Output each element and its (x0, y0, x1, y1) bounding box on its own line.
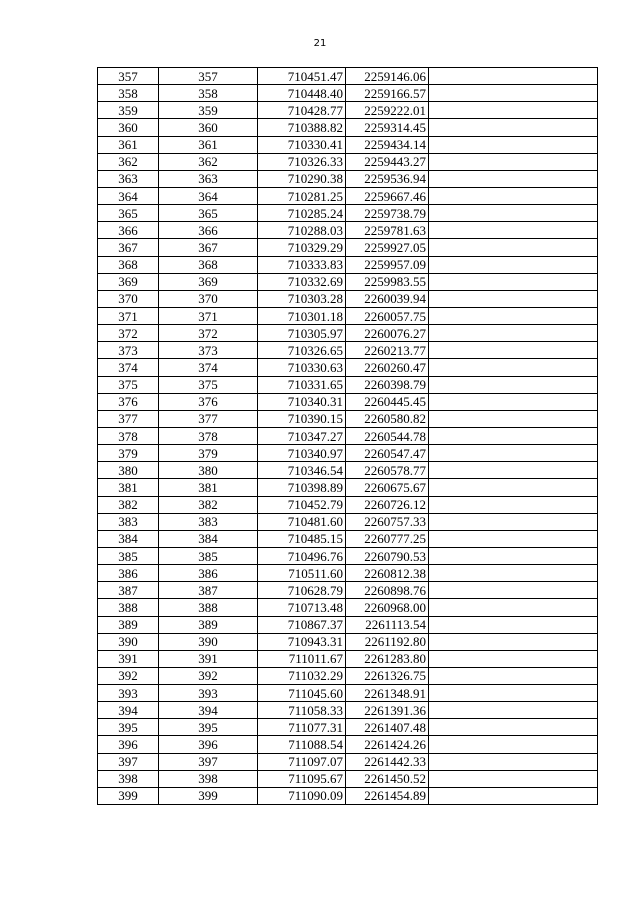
point-index-cell: 376 (98, 393, 159, 410)
point-id-cell: 379 (159, 445, 258, 462)
table-row (98, 273, 598, 290)
point-id-cell: 378 (159, 427, 258, 444)
table-row (98, 496, 598, 513)
table-row (98, 565, 598, 582)
table-row (98, 153, 598, 170)
table-row (98, 187, 598, 204)
note-cell (429, 222, 598, 239)
point-id-cell: 369 (159, 273, 258, 290)
table-row (98, 736, 598, 753)
point-index-cell: 377 (98, 410, 159, 427)
note-cell (429, 445, 598, 462)
point-index-cell: 384 (98, 530, 159, 547)
table-row (98, 770, 598, 787)
note-cell (429, 256, 598, 273)
y-coordinate-cell: 2260547.47 (346, 445, 429, 462)
table-row (98, 290, 598, 307)
point-id-cell: 364 (159, 187, 258, 204)
point-id-cell: 358 (159, 85, 258, 102)
table-row (98, 702, 598, 719)
x-coordinate-cell: 710326.33 (258, 153, 346, 170)
point-index-cell: 369 (98, 273, 159, 290)
point-id-cell: 377 (159, 410, 258, 427)
y-coordinate-cell: 2260675.67 (346, 479, 429, 496)
point-id-cell: 396 (159, 736, 258, 753)
point-id-cell: 376 (159, 393, 258, 410)
table-row (98, 68, 598, 85)
point-index-cell: 392 (98, 667, 159, 684)
table-row (98, 256, 598, 273)
x-coordinate-cell: 710330.63 (258, 359, 346, 376)
point-index-cell: 382 (98, 496, 159, 513)
x-coordinate-cell: 710347.27 (258, 427, 346, 444)
note-cell (429, 530, 598, 547)
point-id-cell: 393 (159, 685, 258, 702)
point-index-cell: 358 (98, 85, 159, 102)
x-coordinate-cell: 711045.60 (258, 685, 346, 702)
note-cell (429, 787, 598, 804)
note-cell (429, 685, 598, 702)
point-index-cell: 371 (98, 307, 159, 324)
table-row (98, 136, 598, 153)
x-coordinate-cell: 710288.03 (258, 222, 346, 239)
y-coordinate-cell: 2261192.80 (346, 633, 429, 650)
point-id-cell: 371 (159, 307, 258, 324)
note-cell (429, 616, 598, 633)
point-id-cell: 392 (159, 667, 258, 684)
x-coordinate-cell: 710346.54 (258, 462, 346, 479)
point-index-cell: 363 (98, 170, 159, 187)
point-index-cell: 364 (98, 187, 159, 204)
note-cell (429, 736, 598, 753)
note-cell (429, 410, 598, 427)
x-coordinate-cell: 711032.29 (258, 667, 346, 684)
x-coordinate-cell: 710398.89 (258, 479, 346, 496)
y-coordinate-cell: 2260812.38 (346, 565, 429, 582)
x-coordinate-cell: 710388.82 (258, 119, 346, 136)
page-number: 21 (313, 38, 327, 49)
note-cell (429, 427, 598, 444)
table-row (98, 547, 598, 564)
point-id-cell: 382 (159, 496, 258, 513)
y-coordinate-cell: 2260898.76 (346, 582, 429, 599)
y-coordinate-cell: 2260039.94 (346, 290, 429, 307)
x-coordinate-cell: 711095.67 (258, 770, 346, 787)
note-cell (429, 325, 598, 342)
point-id-cell: 386 (159, 565, 258, 582)
x-coordinate-cell: 710496.76 (258, 547, 346, 564)
x-coordinate-cell: 710485.15 (258, 530, 346, 547)
point-id-cell: 383 (159, 513, 258, 530)
table-row (98, 393, 598, 410)
point-index-cell: 357 (98, 68, 159, 85)
table-row (98, 119, 598, 136)
x-coordinate-cell: 710511.60 (258, 565, 346, 582)
y-coordinate-cell: 2261407.48 (346, 719, 429, 736)
note-cell (429, 770, 598, 787)
point-index-cell: 383 (98, 513, 159, 530)
note-cell (429, 342, 598, 359)
point-id-cell: 397 (159, 753, 258, 770)
x-coordinate-cell: 710331.65 (258, 376, 346, 393)
y-coordinate-cell: 2260057.75 (346, 307, 429, 324)
table-row (98, 102, 598, 119)
table-row (98, 307, 598, 324)
point-index-cell: 372 (98, 325, 159, 342)
x-coordinate-cell: 710713.48 (258, 599, 346, 616)
point-id-cell: 372 (159, 325, 258, 342)
table-row (98, 85, 598, 102)
y-coordinate-cell: 2260580.82 (346, 410, 429, 427)
x-coordinate-cell: 710285.24 (258, 205, 346, 222)
x-coordinate-cell: 710303.28 (258, 290, 346, 307)
point-id-cell: 391 (159, 650, 258, 667)
y-coordinate-cell: 2259536.94 (346, 170, 429, 187)
x-coordinate-cell: 710390.15 (258, 410, 346, 427)
y-coordinate-cell: 2261283.80 (346, 650, 429, 667)
point-index-cell: 397 (98, 753, 159, 770)
y-coordinate-cell: 2261450.52 (346, 770, 429, 787)
point-id-cell: 368 (159, 256, 258, 273)
y-coordinate-cell: 2260757.33 (346, 513, 429, 530)
table-row (98, 753, 598, 770)
note-cell (429, 102, 598, 119)
table-row (98, 633, 598, 650)
table-row (98, 685, 598, 702)
point-id-cell: 390 (159, 633, 258, 650)
table-row (98, 410, 598, 427)
x-coordinate-cell: 710281.25 (258, 187, 346, 204)
x-coordinate-cell: 710290.38 (258, 170, 346, 187)
x-coordinate-cell: 710305.97 (258, 325, 346, 342)
point-index-cell: 395 (98, 719, 159, 736)
point-id-cell: 389 (159, 616, 258, 633)
point-index-cell: 381 (98, 479, 159, 496)
point-id-cell: 398 (159, 770, 258, 787)
y-coordinate-cell: 2259166.57 (346, 85, 429, 102)
table-row (98, 359, 598, 376)
note-cell (429, 119, 598, 136)
table-row (98, 650, 598, 667)
point-index-cell: 359 (98, 102, 159, 119)
table-row (98, 462, 598, 479)
point-index-cell: 398 (98, 770, 159, 787)
note-cell (429, 273, 598, 290)
y-coordinate-cell: 2259667.46 (346, 187, 429, 204)
point-id-cell: 381 (159, 479, 258, 496)
point-index-cell: 366 (98, 222, 159, 239)
y-coordinate-cell: 2260398.79 (346, 376, 429, 393)
note-cell (429, 496, 598, 513)
point-index-cell: 378 (98, 427, 159, 444)
y-coordinate-cell: 2259443.27 (346, 153, 429, 170)
point-id-cell: 380 (159, 462, 258, 479)
x-coordinate-cell: 711077.31 (258, 719, 346, 736)
x-coordinate-cell: 711088.54 (258, 736, 346, 753)
x-coordinate-cell: 710448.40 (258, 85, 346, 102)
y-coordinate-cell: 2260968.00 (346, 599, 429, 616)
note-cell (429, 307, 598, 324)
note-cell (429, 393, 598, 410)
x-coordinate-cell: 710628.79 (258, 582, 346, 599)
point-id-cell: 363 (159, 170, 258, 187)
point-index-cell: 361 (98, 136, 159, 153)
point-index-cell: 380 (98, 462, 159, 479)
y-coordinate-cell: 2261442.33 (346, 753, 429, 770)
table-row (98, 530, 598, 547)
y-coordinate-cell: 2260777.25 (346, 530, 429, 547)
y-coordinate-cell: 2260790.53 (346, 547, 429, 564)
point-index-cell: 360 (98, 119, 159, 136)
x-coordinate-cell: 710329.29 (258, 239, 346, 256)
x-coordinate-cell: 710330.41 (258, 136, 346, 153)
x-coordinate-cell: 711058.33 (258, 702, 346, 719)
note-cell (429, 599, 598, 616)
point-index-cell: 370 (98, 290, 159, 307)
table-row (98, 427, 598, 444)
point-index-cell: 394 (98, 702, 159, 719)
coordinates-table (97, 67, 598, 805)
x-coordinate-cell: 710301.18 (258, 307, 346, 324)
table-row (98, 599, 598, 616)
note-cell (429, 290, 598, 307)
point-id-cell: 361 (159, 136, 258, 153)
point-id-cell: 359 (159, 102, 258, 119)
point-index-cell: 362 (98, 153, 159, 170)
point-id-cell: 370 (159, 290, 258, 307)
table-row (98, 222, 598, 239)
point-id-cell: 394 (159, 702, 258, 719)
point-id-cell: 374 (159, 359, 258, 376)
point-index-cell: 388 (98, 599, 159, 616)
point-index-cell: 389 (98, 616, 159, 633)
note-cell (429, 239, 598, 256)
table-row (98, 582, 598, 599)
point-index-cell: 367 (98, 239, 159, 256)
y-coordinate-cell: 2260445.45 (346, 393, 429, 410)
y-coordinate-cell: 2259434.14 (346, 136, 429, 153)
y-coordinate-cell: 2260726.12 (346, 496, 429, 513)
note-cell (429, 170, 598, 187)
x-coordinate-cell: 710867.37 (258, 616, 346, 633)
note-cell (429, 153, 598, 170)
x-coordinate-cell: 710943.31 (258, 633, 346, 650)
y-coordinate-cell: 2261348.91 (346, 685, 429, 702)
point-id-cell: 367 (159, 239, 258, 256)
point-id-cell: 357 (159, 68, 258, 85)
note-cell (429, 359, 598, 376)
note-cell (429, 462, 598, 479)
y-coordinate-cell: 2261391.36 (346, 702, 429, 719)
table-row (98, 479, 598, 496)
note-cell (429, 565, 598, 582)
x-coordinate-cell: 711097.07 (258, 753, 346, 770)
point-id-cell: 362 (159, 153, 258, 170)
table-row (98, 616, 598, 633)
x-coordinate-cell: 711090.09 (258, 787, 346, 804)
point-index-cell: 386 (98, 565, 159, 582)
note-cell (429, 667, 598, 684)
note-cell (429, 702, 598, 719)
y-coordinate-cell: 2259314.45 (346, 119, 429, 136)
y-coordinate-cell: 2260076.27 (346, 325, 429, 342)
x-coordinate-cell: 710428.77 (258, 102, 346, 119)
x-coordinate-cell: 711011.67 (258, 650, 346, 667)
y-coordinate-cell: 2259983.55 (346, 273, 429, 290)
note-cell (429, 513, 598, 530)
note-cell (429, 136, 598, 153)
y-coordinate-cell: 2259222.01 (346, 102, 429, 119)
x-coordinate-cell: 710326.65 (258, 342, 346, 359)
point-index-cell: 396 (98, 736, 159, 753)
note-cell (429, 650, 598, 667)
point-index-cell: 375 (98, 376, 159, 393)
x-coordinate-cell: 710333.83 (258, 256, 346, 273)
point-id-cell: 365 (159, 205, 258, 222)
point-id-cell: 395 (159, 719, 258, 736)
note-cell (429, 187, 598, 204)
note-cell (429, 547, 598, 564)
note-cell (429, 68, 598, 85)
y-coordinate-cell: 2261424.26 (346, 736, 429, 753)
point-id-cell: 399 (159, 787, 258, 804)
note-cell (429, 85, 598, 102)
y-coordinate-cell: 2261326.75 (346, 667, 429, 684)
table-row (98, 445, 598, 462)
x-coordinate-cell: 710451.47 (258, 68, 346, 85)
table-row (98, 239, 598, 256)
point-id-cell: 388 (159, 599, 258, 616)
table-row (98, 787, 598, 804)
point-index-cell: 373 (98, 342, 159, 359)
y-coordinate-cell: 2261113.54 (346, 616, 429, 633)
y-coordinate-cell: 2259927.05 (346, 239, 429, 256)
point-index-cell: 387 (98, 582, 159, 599)
point-id-cell: 384 (159, 530, 258, 547)
note-cell (429, 376, 598, 393)
point-index-cell: 385 (98, 547, 159, 564)
y-coordinate-cell: 2260578.77 (346, 462, 429, 479)
table-row (98, 325, 598, 342)
point-index-cell: 374 (98, 359, 159, 376)
y-coordinate-cell: 2259781.63 (346, 222, 429, 239)
point-index-cell: 399 (98, 787, 159, 804)
table-row (98, 513, 598, 530)
note-cell (429, 582, 598, 599)
y-coordinate-cell: 2261454.89 (346, 787, 429, 804)
note-cell (429, 719, 598, 736)
table-row (98, 170, 598, 187)
y-coordinate-cell: 2260260.47 (346, 359, 429, 376)
coordinates-table-body (98, 68, 598, 805)
note-cell (429, 753, 598, 770)
point-id-cell: 366 (159, 222, 258, 239)
note-cell (429, 205, 598, 222)
table-row (98, 342, 598, 359)
x-coordinate-cell: 710340.97 (258, 445, 346, 462)
y-coordinate-cell: 2259146.06 (346, 68, 429, 85)
y-coordinate-cell: 2259957.09 (346, 256, 429, 273)
x-coordinate-cell: 710481.60 (258, 513, 346, 530)
y-coordinate-cell: 2259738.79 (346, 205, 429, 222)
note-cell (429, 633, 598, 650)
point-id-cell: 375 (159, 376, 258, 393)
point-id-cell: 387 (159, 582, 258, 599)
note-cell (429, 479, 598, 496)
point-id-cell: 360 (159, 119, 258, 136)
table-row (98, 376, 598, 393)
x-coordinate-cell: 710452.79 (258, 496, 346, 513)
point-index-cell: 391 (98, 650, 159, 667)
table-row (98, 719, 598, 736)
point-id-cell: 373 (159, 342, 258, 359)
x-coordinate-cell: 710332.69 (258, 273, 346, 290)
y-coordinate-cell: 2260213.77 (346, 342, 429, 359)
point-index-cell: 390 (98, 633, 159, 650)
table-row (98, 667, 598, 684)
point-index-cell: 368 (98, 256, 159, 273)
point-index-cell: 379 (98, 445, 159, 462)
x-coordinate-cell: 710340.31 (258, 393, 346, 410)
point-index-cell: 393 (98, 685, 159, 702)
table-row (98, 205, 598, 222)
point-id-cell: 385 (159, 547, 258, 564)
point-index-cell: 365 (98, 205, 159, 222)
y-coordinate-cell: 2260544.78 (346, 427, 429, 444)
